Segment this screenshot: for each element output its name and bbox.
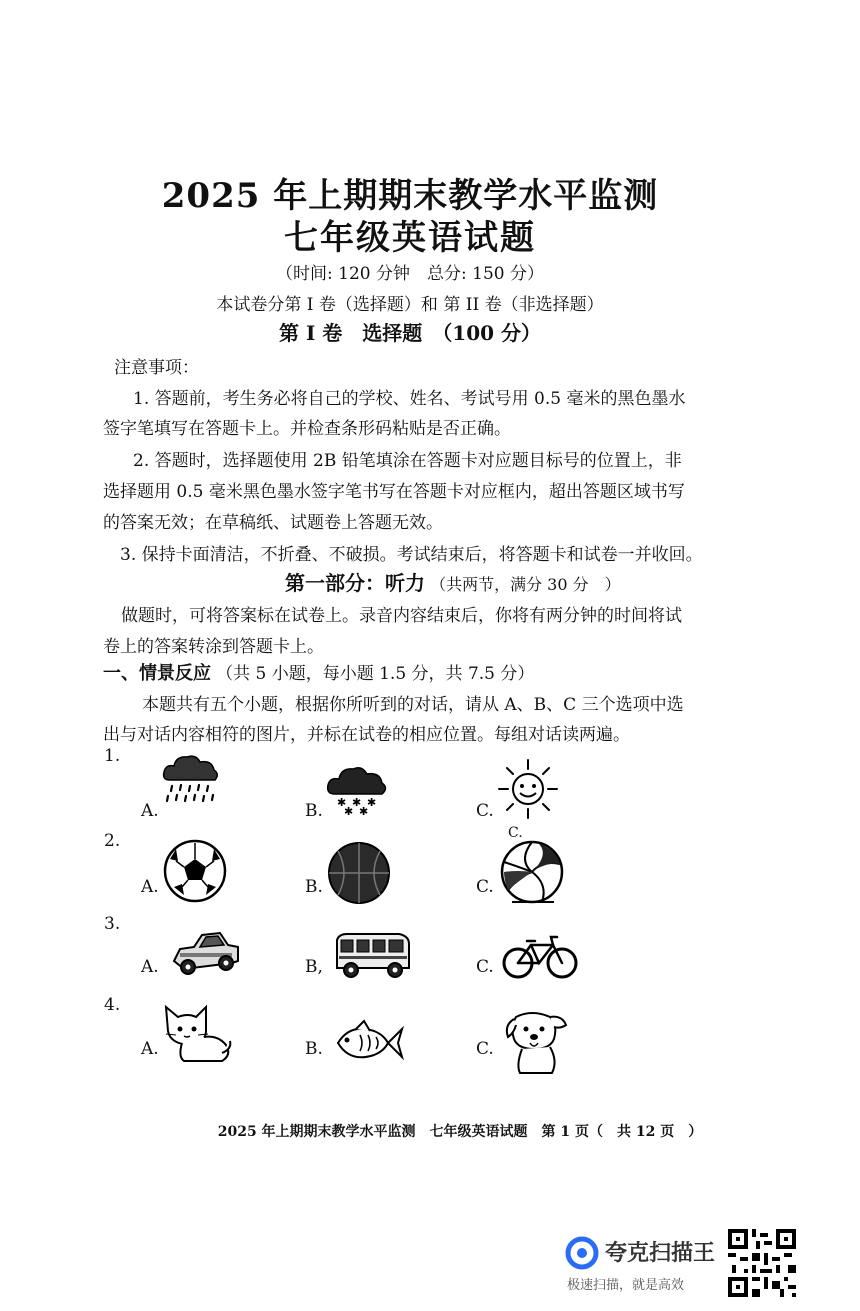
basketball-icon [326, 841, 392, 905]
notice-item2-line1: 2. 答题时，选择题使用 2B 铅笔填涂在答题卡对应题目标号的位置上，非 [133, 451, 682, 471]
notice-item3: 3. 保持卡面清洁，不折叠、不破损。考试结束后，将答题卡和试卷一并收回。 [120, 545, 703, 565]
part1-heading [285, 567, 621, 596]
question-3-option-c-label: C. [476, 957, 494, 977]
section1-heading [103, 659, 534, 685]
question-2-number: 2. [104, 831, 121, 851]
svg-text:✱: ✱ [367, 796, 377, 809]
part1-title: 第一部分：听力 [285, 571, 425, 595]
svg-text:✱: ✱ [337, 796, 347, 809]
section1-desc-line2: 出与对话内容相符的图片，并标在试卷的相应位置。每组对话读两遍。 [103, 725, 630, 745]
qr-code-icon [728, 1229, 796, 1297]
question-4-option-b-label: B. [305, 1039, 323, 1059]
question-3-number: 3. [104, 914, 121, 934]
exam-title-line2: 七年级英语试题 [284, 218, 536, 258]
exam-title-line1: 2025 年上期期末教学水平监测 [161, 176, 659, 216]
question-4-number: 4. [104, 995, 121, 1015]
part1-intro-line1: 做题时，可将答案标在试卷上。录音内容结束后，你将有两分钟的时间将试 [121, 606, 682, 626]
part1-score: （共两节，满分 30 分 ） [430, 575, 621, 594]
question-4-option-c-label: C. [476, 1039, 494, 1059]
question-1-option-a-label: A. [141, 801, 159, 821]
question-4-option-a-label: A. [141, 1039, 159, 1059]
question-3-option-b-label: B, [305, 957, 323, 977]
cat-icon [162, 1001, 234, 1065]
section1-desc-line1: 本题共有五个小题，根据你所听到的对话，请从 A、B、C 三个选项中选 [142, 695, 684, 715]
svg-text:✱: ✱ [344, 805, 354, 816]
scanner-brand: 夸克扫描王 [605, 1241, 716, 1266]
question-1-option-c-label: C. [476, 801, 494, 821]
exam-paper-parts: 本试卷分第 I 卷（选择题）和 第 II 卷（非选择题） [216, 295, 604, 315]
part1-intro-line2: 卷上的答案转涂到答题卡上。 [103, 637, 324, 657]
question-2-extra-label: C. [508, 825, 523, 841]
fish-icon [334, 1017, 404, 1069]
section1-title: 一、情景反应 [103, 663, 211, 684]
question-2-option-c-label: C. [476, 877, 494, 897]
question-2-option-a-label: A. [141, 877, 159, 897]
notice-item1-line2: 签字笔填写在答题卡上。并检查条形码粘贴是否正确。 [103, 419, 511, 439]
svg-text:✱: ✱ [352, 796, 362, 809]
page-footer: 2025 年上期期末教学水平监测 七年级英语试题 第 1 页（ 共 12 页 ） [217, 1124, 703, 1140]
bus-icon [333, 930, 413, 980]
dog-icon [502, 1009, 574, 1077]
notice-item2-line3: 的答案无效；在草稿纸、试题卷上答题无效。 [103, 513, 443, 533]
notice-item1-line1: 1. 答题前，考生务必将自己的学校、姓名、考试号用 0.5 毫米的黑色墨水 [133, 389, 686, 409]
snow-cloud-icon [325, 760, 391, 816]
exam-time-total: （时间: 120 分钟 总分: 150 分） [276, 264, 544, 284]
question-1-option-b-label: B. [305, 801, 323, 821]
scanner-watermark [565, 1230, 725, 1300]
question-2-option-b-label: B. [305, 877, 323, 897]
svg-text:✱: ✱ [359, 805, 369, 816]
volume-title: 第 I 卷 选择题 （100 分） [279, 321, 541, 345]
section1-score: （共 5 小题，每小题 1.5 分，共 7.5 分） [216, 664, 535, 684]
volleyball-icon [498, 840, 566, 906]
scanner-slogan: 极速扫描，就是高效 [567, 1278, 685, 1293]
notice-heading: 注意事项： [114, 358, 199, 378]
question-1-number: 1. [104, 746, 121, 766]
notice-item2-line2: 选择题用 0.5 毫米黑色墨水签字笔书写在答题卡对应框内，超出答题区域书写 [103, 482, 685, 502]
question-3-option-a-label: A. [141, 957, 159, 977]
bicycle-icon [501, 933, 579, 979]
car-icon [170, 929, 242, 979]
soccer-ball-icon [162, 839, 228, 903]
scanner-logo-icon [565, 1236, 599, 1270]
sun-icon [497, 758, 559, 820]
rain-cloud-icon [160, 750, 222, 810]
